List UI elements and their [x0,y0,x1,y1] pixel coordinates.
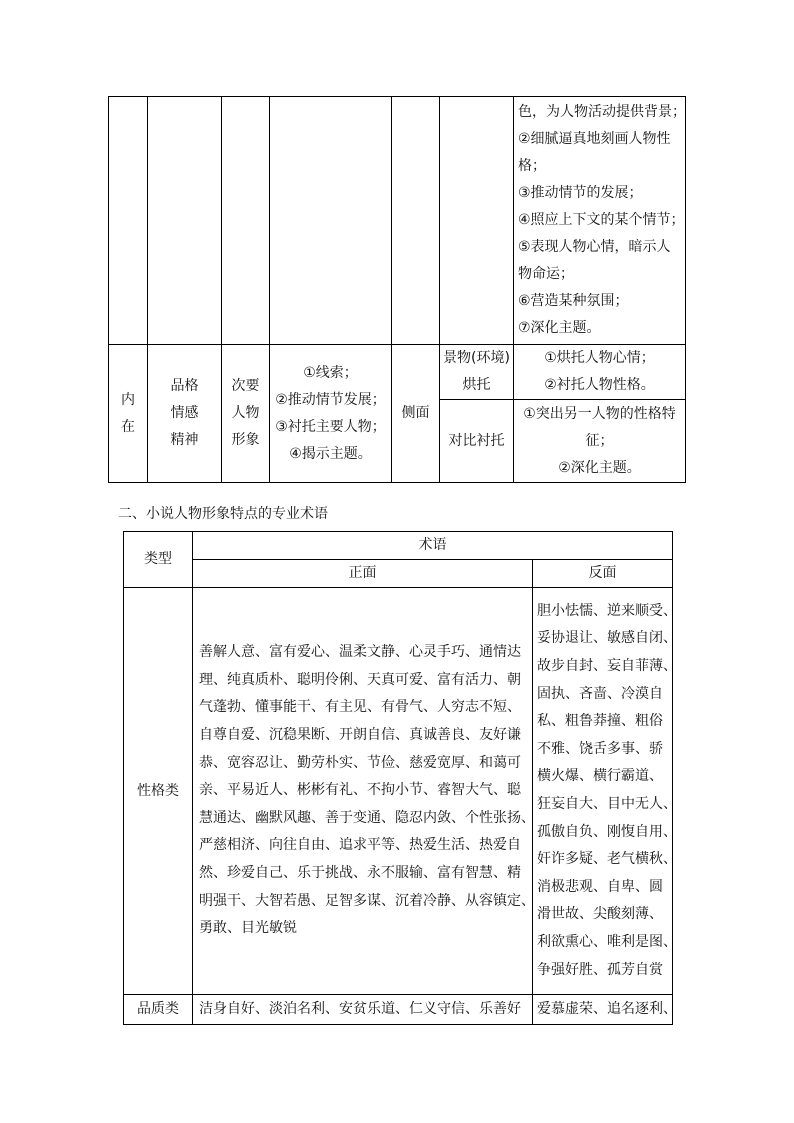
term-line: 孤傲自负、刚愎自用、 [537,823,677,840]
row-type-personality: 性格类 [124,588,193,995]
quality-positive-cell [193,995,533,1025]
term-line: 亲、平易近人、彬彬有礼、不拘小节、睿智大气、聪 [199,782,521,799]
header-terms: 术语 [193,532,673,560]
term-line: 明强干、大智若愚、足智多谋、沉着冷静、从容镇定、 [199,892,535,909]
secondary-character-cell [222,345,270,483]
function-line: ②细腻逼真地刻画人物性 [518,131,671,147]
function-line: 格； [518,158,546,174]
empty-cell [148,97,222,345]
term-line: 故步自封、妄自菲薄、 [537,658,677,675]
contrast-effect: ①突出另一人物的性格特 [523,405,676,422]
term-line: 慧通达、幽默风趣、善于变通、隐忍内敛、个性张扬、 [199,809,535,826]
term-line: 狂妄自大、目中无人、 [537,796,677,812]
term-line: 胆小怯懦、逆来顺受、 [537,602,677,619]
term-line: 爱慕虚荣、追名逐利、 [537,1000,677,1017]
quality-label-line: 精神 [170,432,199,448]
quality-negative-cell [533,995,677,1025]
empty-cell [440,97,514,345]
scenery-effect: ②衬托人物性格。 [544,377,655,393]
inner-label-cell [109,345,148,483]
empty-cell [222,97,270,345]
term-line: 洁身自好、淡泊名利、安贫乐道、仁义守信、乐善好 [199,1000,521,1017]
header-negative: 反面 [533,560,673,588]
function-line: ⑤表现人物心情，暗示人 [518,239,671,255]
contrast-effect: ②深化主题。 [558,459,641,476]
function-line: ⑥营造某种氛围； [518,293,629,309]
function-line: ⑦深化主题。 [518,320,601,336]
section-title: 二、小说人物形象特点的专业术语 [118,506,328,522]
term-line: 滑世故、尖酸刻薄、 [537,906,663,923]
row-type-quality: 品质类 [124,995,193,1025]
function-line: 物命运； [518,266,574,282]
term-line: 消极悲观、自卑、圆 [537,878,663,895]
header-type: 类型 [124,532,193,588]
character-method-table [108,96,686,483]
personality-positive-cell [193,588,533,995]
secondary-label-line: 形象 [231,432,260,448]
personality-negative-cell [533,588,677,995]
contrast-effect: 征； [585,432,614,449]
header-positive: 正面 [193,560,533,588]
term-line: 不雅、饶舌多事、骄 [537,740,663,757]
function-item: ③衬托主要人物； [275,418,386,435]
function-line: 色，为人物活动提供背景； [518,104,686,120]
term-line: 勇敢、目光敏锐 [199,920,297,937]
function-line: ④照应上下文的某个情节； [518,212,685,228]
term-line: 善解人意、富有爱心、温柔文静、心灵手巧、通情达 [199,644,521,661]
function-item: ①线索； [303,364,358,381]
environment-function-cell [514,97,686,345]
empty-cell [109,97,148,345]
term-line: 私、粗鲁莽撞、粗俗 [537,713,663,730]
term-line: 固执、吝啬、冷漠自 [537,685,663,702]
function-item: ④揭示主题。 [289,445,372,462]
term-line: 利欲熏心、唯利是图、 [537,933,677,950]
quality-label-cell [148,345,222,483]
inner-label-line: 在 [121,418,135,435]
term-line: 自尊自爱、沉稳果断、开朗自信、真诚善良、友好谦 [199,727,521,744]
term-line: 奸诈多疑、老气横秋、 [537,851,677,868]
term-line: 气蓬勃、懂事能干、有主见、有骨气、人穷志不短、 [199,699,521,716]
secondary-label-line: 次要 [231,378,260,394]
quality-label-line: 品格 [170,378,199,394]
inner-label-line: 内 [121,391,135,408]
scenery-effects-cell [514,345,686,400]
scenery-label-cell [440,345,514,400]
function-line: ③推动情节的发展； [518,185,643,201]
side-label-cell: 侧面 [392,345,440,483]
functions-cell [270,345,392,483]
term-line: 理、纯真质朴、聪明伶俐、天真可爱、富有活力、朝 [199,671,521,688]
secondary-label-line: 人物 [231,405,260,421]
terms-table [123,531,677,1025]
scenery-label-line: 烘托 [462,377,491,393]
function-item: ②推动情节发展； [275,391,386,408]
term-line: 争强好胜、孤芳自赏 [537,961,663,978]
term-line: 严慈相济、向往自由、追求平等、热爱生活、热爱自 [199,837,521,854]
term-line: 妥协退让、敏感自闭、 [537,630,677,647]
term-line: 横火爆、横行霸道、 [537,768,663,785]
empty-cell [270,97,392,345]
scenery-label-line: 景物(环境) [443,350,510,366]
term-line: 然、珍爱自己、乐于挑战、永不服输、富有智慧、精 [199,864,521,881]
scenery-effect: ①烘托人物心情； [544,350,655,366]
empty-cell [392,97,440,345]
quality-label-line: 情感 [170,405,199,421]
contrast-label-cell: 对比衬托 [440,400,514,483]
term-line: 恭、宽容忍让、勤劳朴实、节俭、慈爱宽厚、和蔼可 [199,754,521,771]
contrast-effects-cell [514,400,686,483]
